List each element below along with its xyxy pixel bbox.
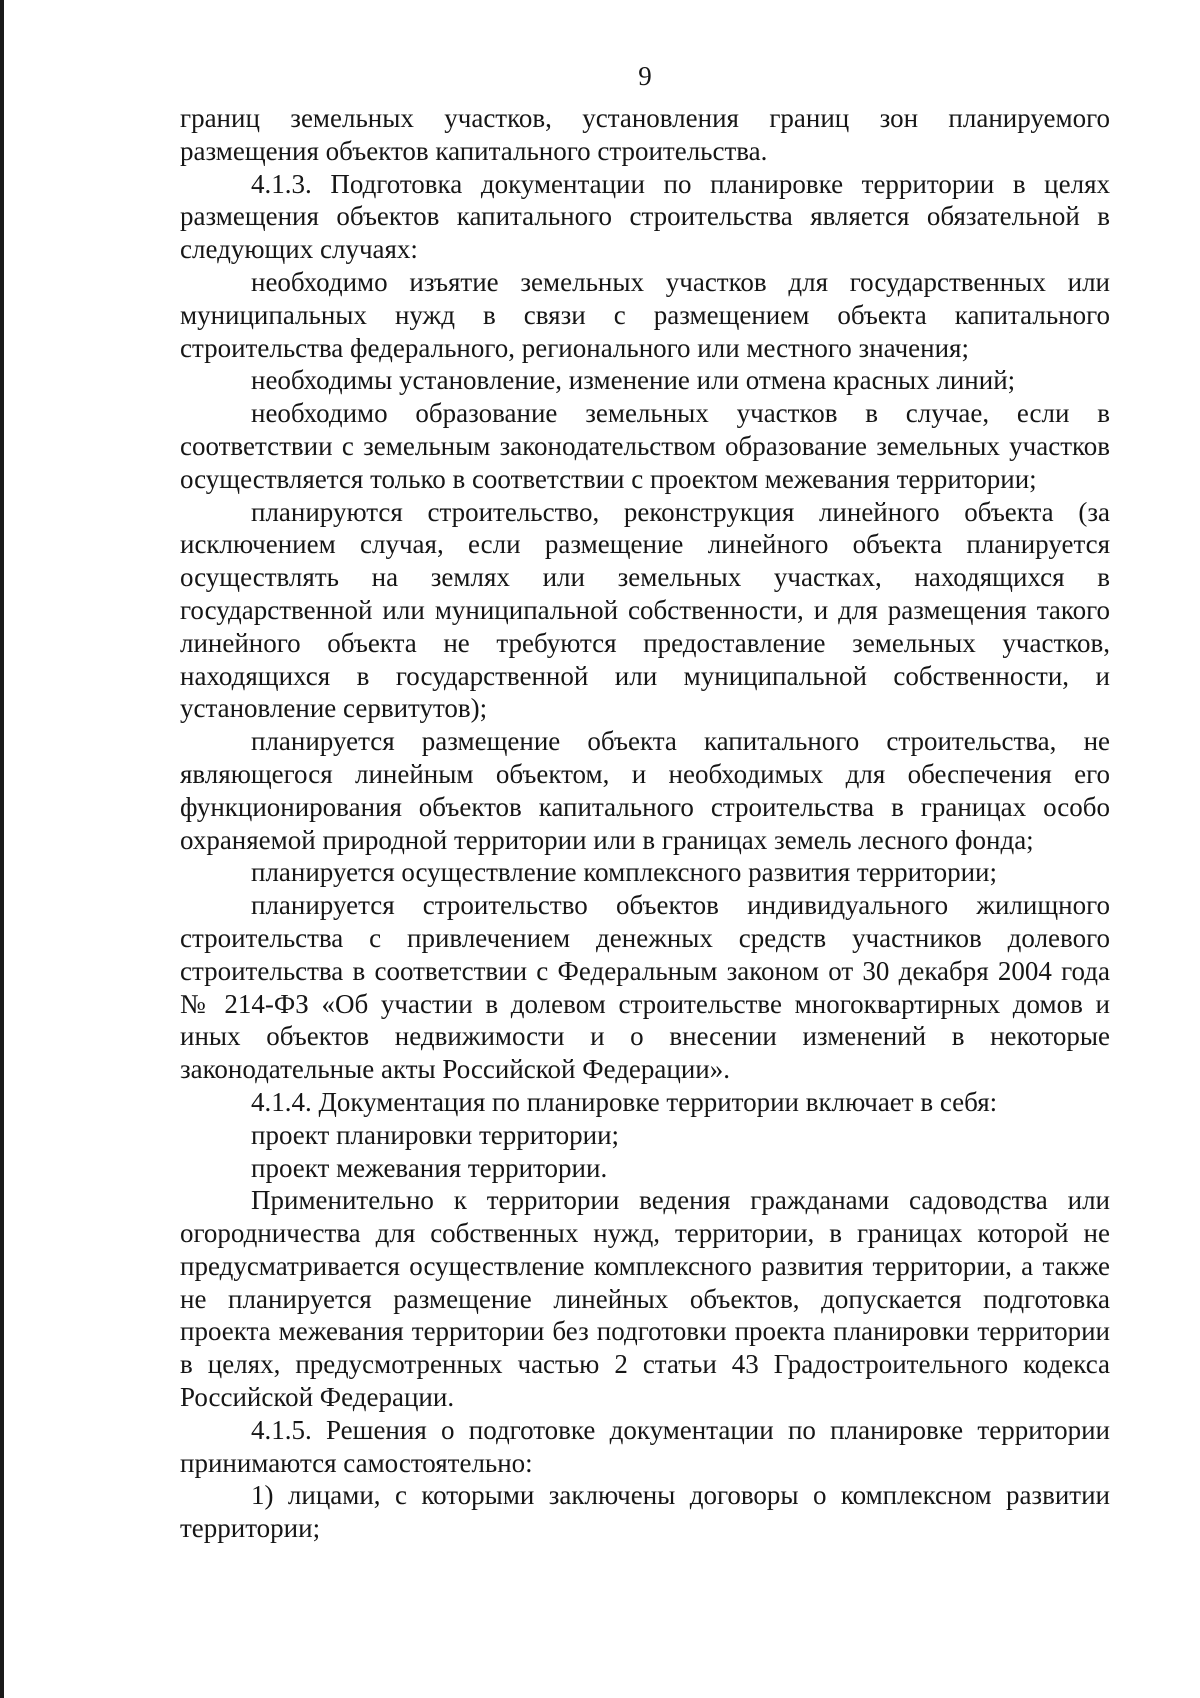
paragraph: 4.1.5. Решения о подготовке документации по планировке территории принимаются самостоятельно: xyxy=(180,1414,1110,1478)
paragraph: границ земельных участков, установления границ зон планируемого размещения объектов капитального строительства. xyxy=(180,103,1110,166)
paragraph: 4.1.3. Подготовка документации по планировке территории в целях размещения объектов капитального строительства является обязательной в следующих случаях: xyxy=(180,168,1110,265)
paragraph: необходимо изъятие земельных участков для государственных или муниципальных нужд в связи с размещением объекта капитального строительства федерального, регионального или местного значения; xyxy=(180,266,1110,363)
paragraph: планируется строительство объектов индивидуального жилищного строительства с привлечением денежных средств участников долевого строительства в соответствии с Федеральным законом от 30 декабря 2004 года № 214-ФЗ «Об участии в долевом строительстве многоквартирных домов и иных объектов недвижимости и о внесении изменений в некоторые законодательные акты Российской Федерации». xyxy=(180,890,1110,1085)
paragraph: Применительно к территории ведения гражданами садоводства или огородничества для собственных нужд, территории, в границах которой не предусматривается осуществление комплексного развития территории, а также не планируется размещение линейных объектов, допускается подготовка проекта межевания территории без подготовки проекта планировки территории в целях, предусмотренных частью 2 статьи 43 Градостроительного кодекса Российской Федерации. xyxy=(180,1185,1110,1413)
page-number: 9 xyxy=(638,61,652,91)
paragraph: необходимо образование земельных участков в случае, если в соответствии с земельным законодательством образование земельных участков осуществляется только в соответствии с проектом межевания территории; xyxy=(180,398,1110,494)
paragraph: 4.1.4. Документация по планировке территории включает в себя: xyxy=(251,1086,998,1117)
paragraph: 1) лицами, с которыми заключены договоры о комплексном развитии территории; xyxy=(180,1480,1110,1544)
paragraph: необходимы установление, изменение или отмена красных линий; xyxy=(251,365,1016,396)
document-page xyxy=(180,60,1110,1545)
paragraph: проект межевания территории. xyxy=(251,1152,608,1183)
scan-border xyxy=(0,0,4,1698)
document-body xyxy=(180,102,1110,1545)
paragraph: планируется размещение объекта капитального строительства, не являющегося линейным объектом, и необходимых для обеспечения его функционирования объектов капитального строительства в границах особо охраняемой природной территории или в границах земель лесного фонда; xyxy=(180,726,1110,855)
paragraph: проект планировки территории; xyxy=(251,1119,620,1150)
paragraph: планируется осуществление комплексного развития территории; xyxy=(251,857,997,888)
paragraph: планируются строительство, реконструкция линейного объекта (за исключением случая, если размещение линейного объекта планируется осуществлять на землях или земельных участках, находящихся в государственной или муниципальной собственности, и для размещения такого линейного объекта не требуются предоставление земельных участков, находящихся в государственной или муниципальной собственности, и установление сервитутов); xyxy=(180,496,1110,724)
